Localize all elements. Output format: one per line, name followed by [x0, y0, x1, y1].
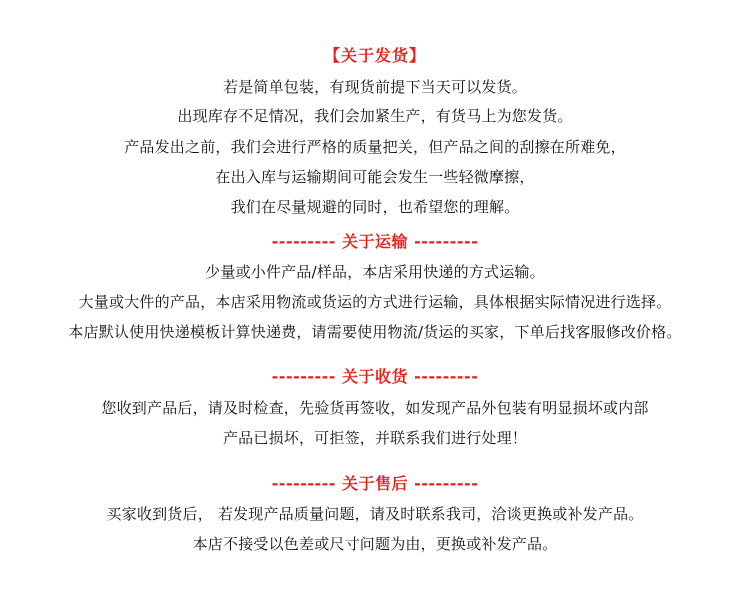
section-heading-shipping: 【关于发货】 — [323, 46, 426, 65]
shipping-text-line: 我们在尽量规避的同时，也希望您的理解。 — [230, 198, 520, 216]
transport-text-line: 本店默认使用快递模板计算快递费，请需要使用物流/货运的买家，下单后找客服修改价格。 — [68, 323, 682, 341]
shipping-text-line: 在出入库与运输期间可能会发生一些轻微摩擦， — [215, 168, 535, 186]
section-heading-after-sales: --------- 关于售后 --------- — [271, 474, 479, 493]
shipping-text-line: 出现库存不足情况，我们会加紧生产，有货马上为您发货。 — [177, 107, 573, 125]
section-heading-transport: --------- 关于运输 --------- — [271, 232, 479, 251]
transport-text-line: 少量或小件产品/样品，本店采用快递的方式运输。 — [205, 263, 545, 281]
shipping-text-line: 产品发出之前，我们会进行严格的质量把关，但产品之间的刮擦在所难免， — [124, 138, 626, 156]
receiving-text-line: 您收到产品后，请及时检查，先验货再签收，如发现产品外包装有明显损坏或内部 — [101, 399, 649, 417]
transport-text-line: 大量或大件的产品，本店采用物流或货运的方式进行运输，具体根据实际情况进行选择。 — [78, 293, 672, 311]
receiving-text-line: 产品已损坏，可拒签，并联系我们进行处理！ — [222, 429, 527, 447]
section-heading-receiving: --------- 关于收货 --------- — [271, 367, 479, 386]
after-sales-text-line: 本店不接受以色差或尺寸问题为由，更换或补发产品。 — [192, 535, 558, 553]
after-sales-text-line: 买家收到货后， 若发现产品质量问题，请及时联系我司，洽谈更换或补发产品。 — [106, 505, 644, 523]
shipping-text-line: 若是简单包装，有现货前提下当天可以发货。 — [222, 78, 527, 96]
